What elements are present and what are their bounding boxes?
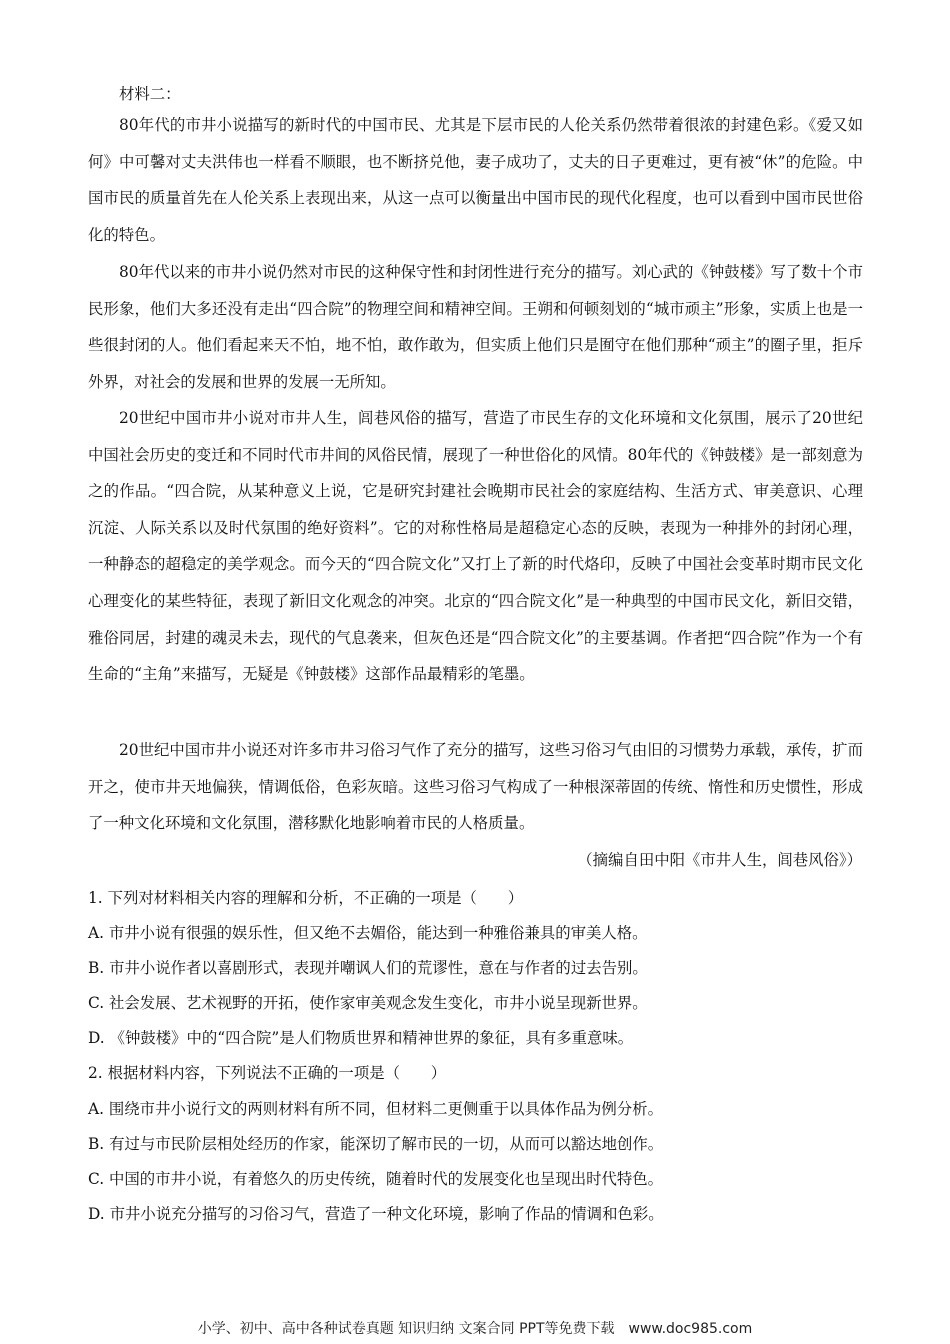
source-citation: （摘编自田中阳《市井人生，闾巷风俗》） (577, 851, 862, 869)
question-2-option-c: C. 中国的市井小说，有着悠久的历史传统，随着时代的发展变化也呈现出时代特色。 (88, 1170, 664, 1188)
question-2-stem: 2. 根据材料内容，下列说法不正确的一项是（ ） (88, 1064, 447, 1082)
question-2-option-d: D. 市井小说充分描写的习俗习气，营造了一种文化环境，影响了作品的情调和色彩。 (88, 1205, 664, 1223)
paragraph-3 (88, 400, 863, 693)
question-2-option-b: B. 有过与市民阶层相处经历的作家，能深切了解市民的一切，从而可以豁达地创作。 (88, 1135, 664, 1153)
question-1-option-d: D. 《钟鼓楼》中的“四合院”是人们物质世界和精神世界的象征，具有多重意味。 (88, 1029, 634, 1047)
paragraph-text: 20世纪中国市井小说对市井人生，闾巷风俗的描写，营造了市民生存的文化环境和文化氛围，展示了20世纪中国社会历史的变迁和不同时代市井间的风俗民情，展现了一种世俗化的风情。80年代的《钟鼓楼》是一部刻意为之的作品。“四合院，从某种意义上说，它是研究封建社会晚期市民社会的家庭结构、生活方式、审美意识、心理沉淀、人际关系以及时代氛围的绝好资料”。它的对称性格局是超稳定心态的反映，表现为一种排外的封闭心理，一种静态的超稳定的美学观念。而今天的“四合院文化”又打上了新的时代烙印，反映了中国社会变革时期市民文化心理变化的某些特征，表现了新旧文化观念的冲突。北京的“四合院文化”是一种典型的中国市民文化，新旧交错，雅俗同居，封建的魂灵未去，现代的气息袭来，但灰色还是“四合院文化”的主要基调。作者把“四合院”作为一个有生命的“主角”来描写，无疑是《钟鼓楼》这部作品最精彩的笔墨。 (88, 409, 863, 684)
paragraph-text: 80年代的市井小说描写的新时代的中国市民、尤其是下层市民的人伦关系仍然带着很浓的封建色彩。《爱又如何》中可馨对丈夫洪伟也一样看不顺眼，也不断挤兑他，妻子成功了，丈夫的日子更难过，更有被“休”的危险。中国市民的质量首先在人伦关系上表现出来，从这一点可以衡量出中国市民的现代化程度，也可以看到中国市民世俗化的特色。 (88, 116, 863, 244)
question-1-stem: 1. 下列对材料相关内容的理解和分析，不正确的一项是（ ） (88, 889, 524, 907)
paragraph-text: 80年代以来的市井小说仍然对市民的这种保守性和封闭性进行充分的描写。刘心武的《钟鼓楼》写了数十个市民形象，他们大多还没有走出“四合院”的物理空间和精神空间。王朔和何顿刻划的“城市顽主”形象，实质上也是一些很封闭的人。他们看起来天不怕，地不怕，敢作敢为，但实质上他们只是囿守在他们那种“顽主”的圈子里，拒斥外界，对社会的发展和世界的发展一无所知。 (88, 263, 863, 391)
material-label: 材料二： (119, 85, 181, 103)
question-1-option-c: C. 社会发展、艺术视野的开拓，使作家审美观念发生变化，市井小说呈现新世界。 (88, 994, 648, 1012)
question-1-option-a: A. 市井小说有很强的娱乐性，但又绝不去媚俗，能达到一种雅俗兼具的审美人格。 (88, 924, 648, 942)
paragraph-4 (88, 732, 863, 842)
page-footer (0, 1318, 950, 1338)
question-1-option-b: B. 市井小说作者以喜剧形式，表现并嘲讽人们的荒谬性，意在与作者的过去告别。 (88, 959, 648, 977)
paragraph-text: 20世纪中国市井小说还对许多市井习俗习气作了充分的描写，这些习俗习气由旧的习惯势力承载，承传，扩而开之，使市井天地偏狭，情调低俗，色彩灰暗。这些习俗习气构成了一种根深蒂固的传统、惰性和历史惯性，形成了一种文化环境和文化氛围，潜移默化地影响着市民的人格质量。 (88, 741, 863, 833)
footer-text: 小学、初中、高中各种试卷真题 知识归纳 文案合同 PPT等免费下载 (197, 1321, 615, 1337)
paragraph-1 (88, 107, 863, 253)
question-2-option-a: A. 围绕市井小说行文的两则材料有所不同，但材料二更侧重于以具体作品为例分析。 (88, 1100, 663, 1118)
footer-link[interactable]: www.doc985.com (628, 1321, 753, 1337)
paragraph-2 (88, 254, 863, 400)
